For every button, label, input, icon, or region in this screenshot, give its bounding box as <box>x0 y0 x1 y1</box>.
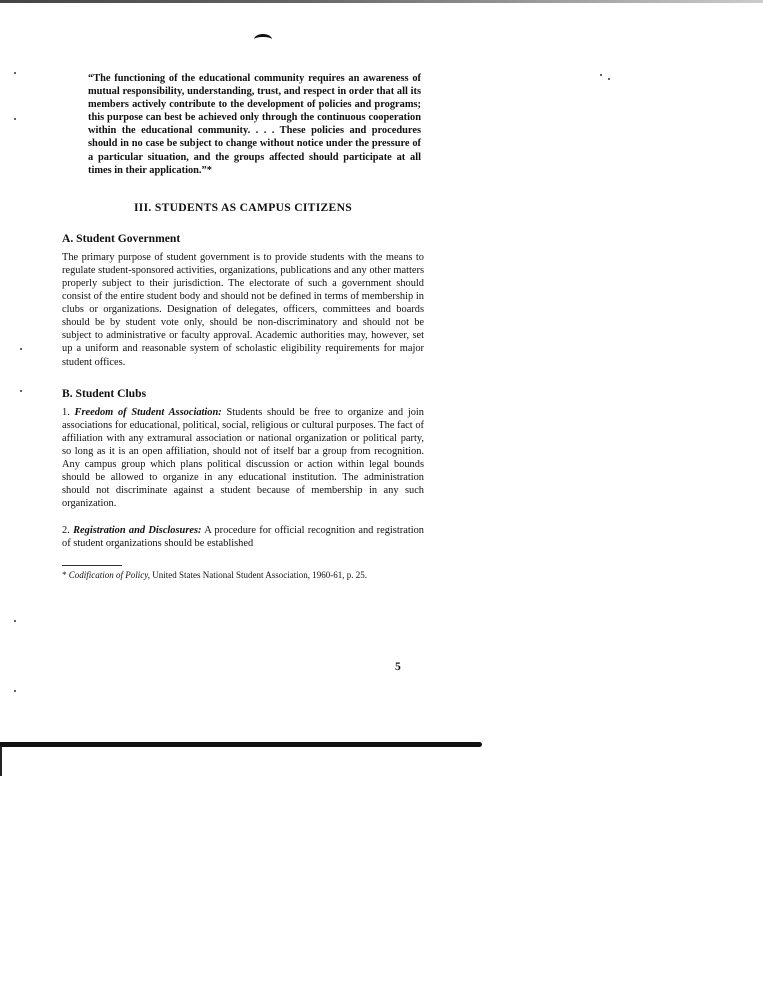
scan-mark <box>254 34 272 45</box>
footnote-marker: * <box>62 569 67 580</box>
item-title: Registration and Disclosures: <box>73 525 202 537</box>
item-body: A procedure for official recognition and registration of student organizations should be established <box>62 525 424 550</box>
scan-top-edge <box>0 0 763 3</box>
item-number: 1. <box>62 406 70 418</box>
footnote-divider <box>62 565 122 566</box>
clubs-item-registration <box>62 524 424 550</box>
block-quote: “The functioning of the educational community requires an awareness of mutual responsibility, understanding, trust, and respect in order that all its members actively contribute to the development of policies and programs; this purpose can best be achieved only through the continuous cooperation within the educational community. . . . These policies and procedures should in no case be subject to change without notice under the pressure of a particular situation, and the groups affected should participate at all times in their application.”* <box>88 73 421 176</box>
footnote-source: United States National Student Association, 1960-61, p. 25. <box>152 569 367 580</box>
scan-speck <box>14 72 16 74</box>
footnote-citation: Codification of Policy, <box>68 569 150 580</box>
subsection-heading-student-clubs: B. Student Clubs <box>62 386 147 400</box>
scan-speck <box>608 78 610 80</box>
document-page <box>62 72 424 581</box>
clubs-item-freedom-of-association <box>62 406 424 511</box>
scan-bottom-edge <box>0 742 482 747</box>
scan-speck <box>20 390 22 392</box>
scan-speck <box>14 690 16 692</box>
scan-speck <box>20 348 22 350</box>
section-heading: III. STUDENTS AS CAMPUS CITIZENS <box>133 200 353 214</box>
item-body: Students should be free to organize and join associations for educational, political, social, religious or cultural purposes. The fact of affiliation with any extramural association or national organization or political party, so long as it is an open affiliation, should not of itself bar a group from recognition. Any campus group which plans political discussion or action within legal bounds should be allowed to organize in any educational institution. The administration should not discriminate against a student because of membership in any such organization. <box>62 406 424 510</box>
item-title: Freedom of Student Association: <box>74 406 222 418</box>
page-number: 5 <box>395 660 401 673</box>
scan-speck <box>14 118 16 120</box>
scan-bottom-edge-tail <box>0 746 10 776</box>
scan-speck <box>600 74 602 76</box>
subsection-heading-student-government: A. Student Government <box>62 231 181 245</box>
item-number: 2. <box>62 525 70 537</box>
student-government-paragraph: The primary purpose of student government is to provide students with the means to regulate student-sponsored activities, organizations, publications and any other matters properly subject to their jurisdiction. The electorate of such a government should consist of the entire student body and should not be defined in terms of membership in clubs or organizations. Designation of delegates, officers, committees and boards should be by student vote only, should be non-discriminatory and should not be subject to administrative or faculty approval. Academic authorities may, however, set up a uniform and reasonable system of scholastic eligibility requirements for major student offices. <box>62 251 424 368</box>
footnote <box>62 570 424 581</box>
scan-speck <box>14 620 16 622</box>
